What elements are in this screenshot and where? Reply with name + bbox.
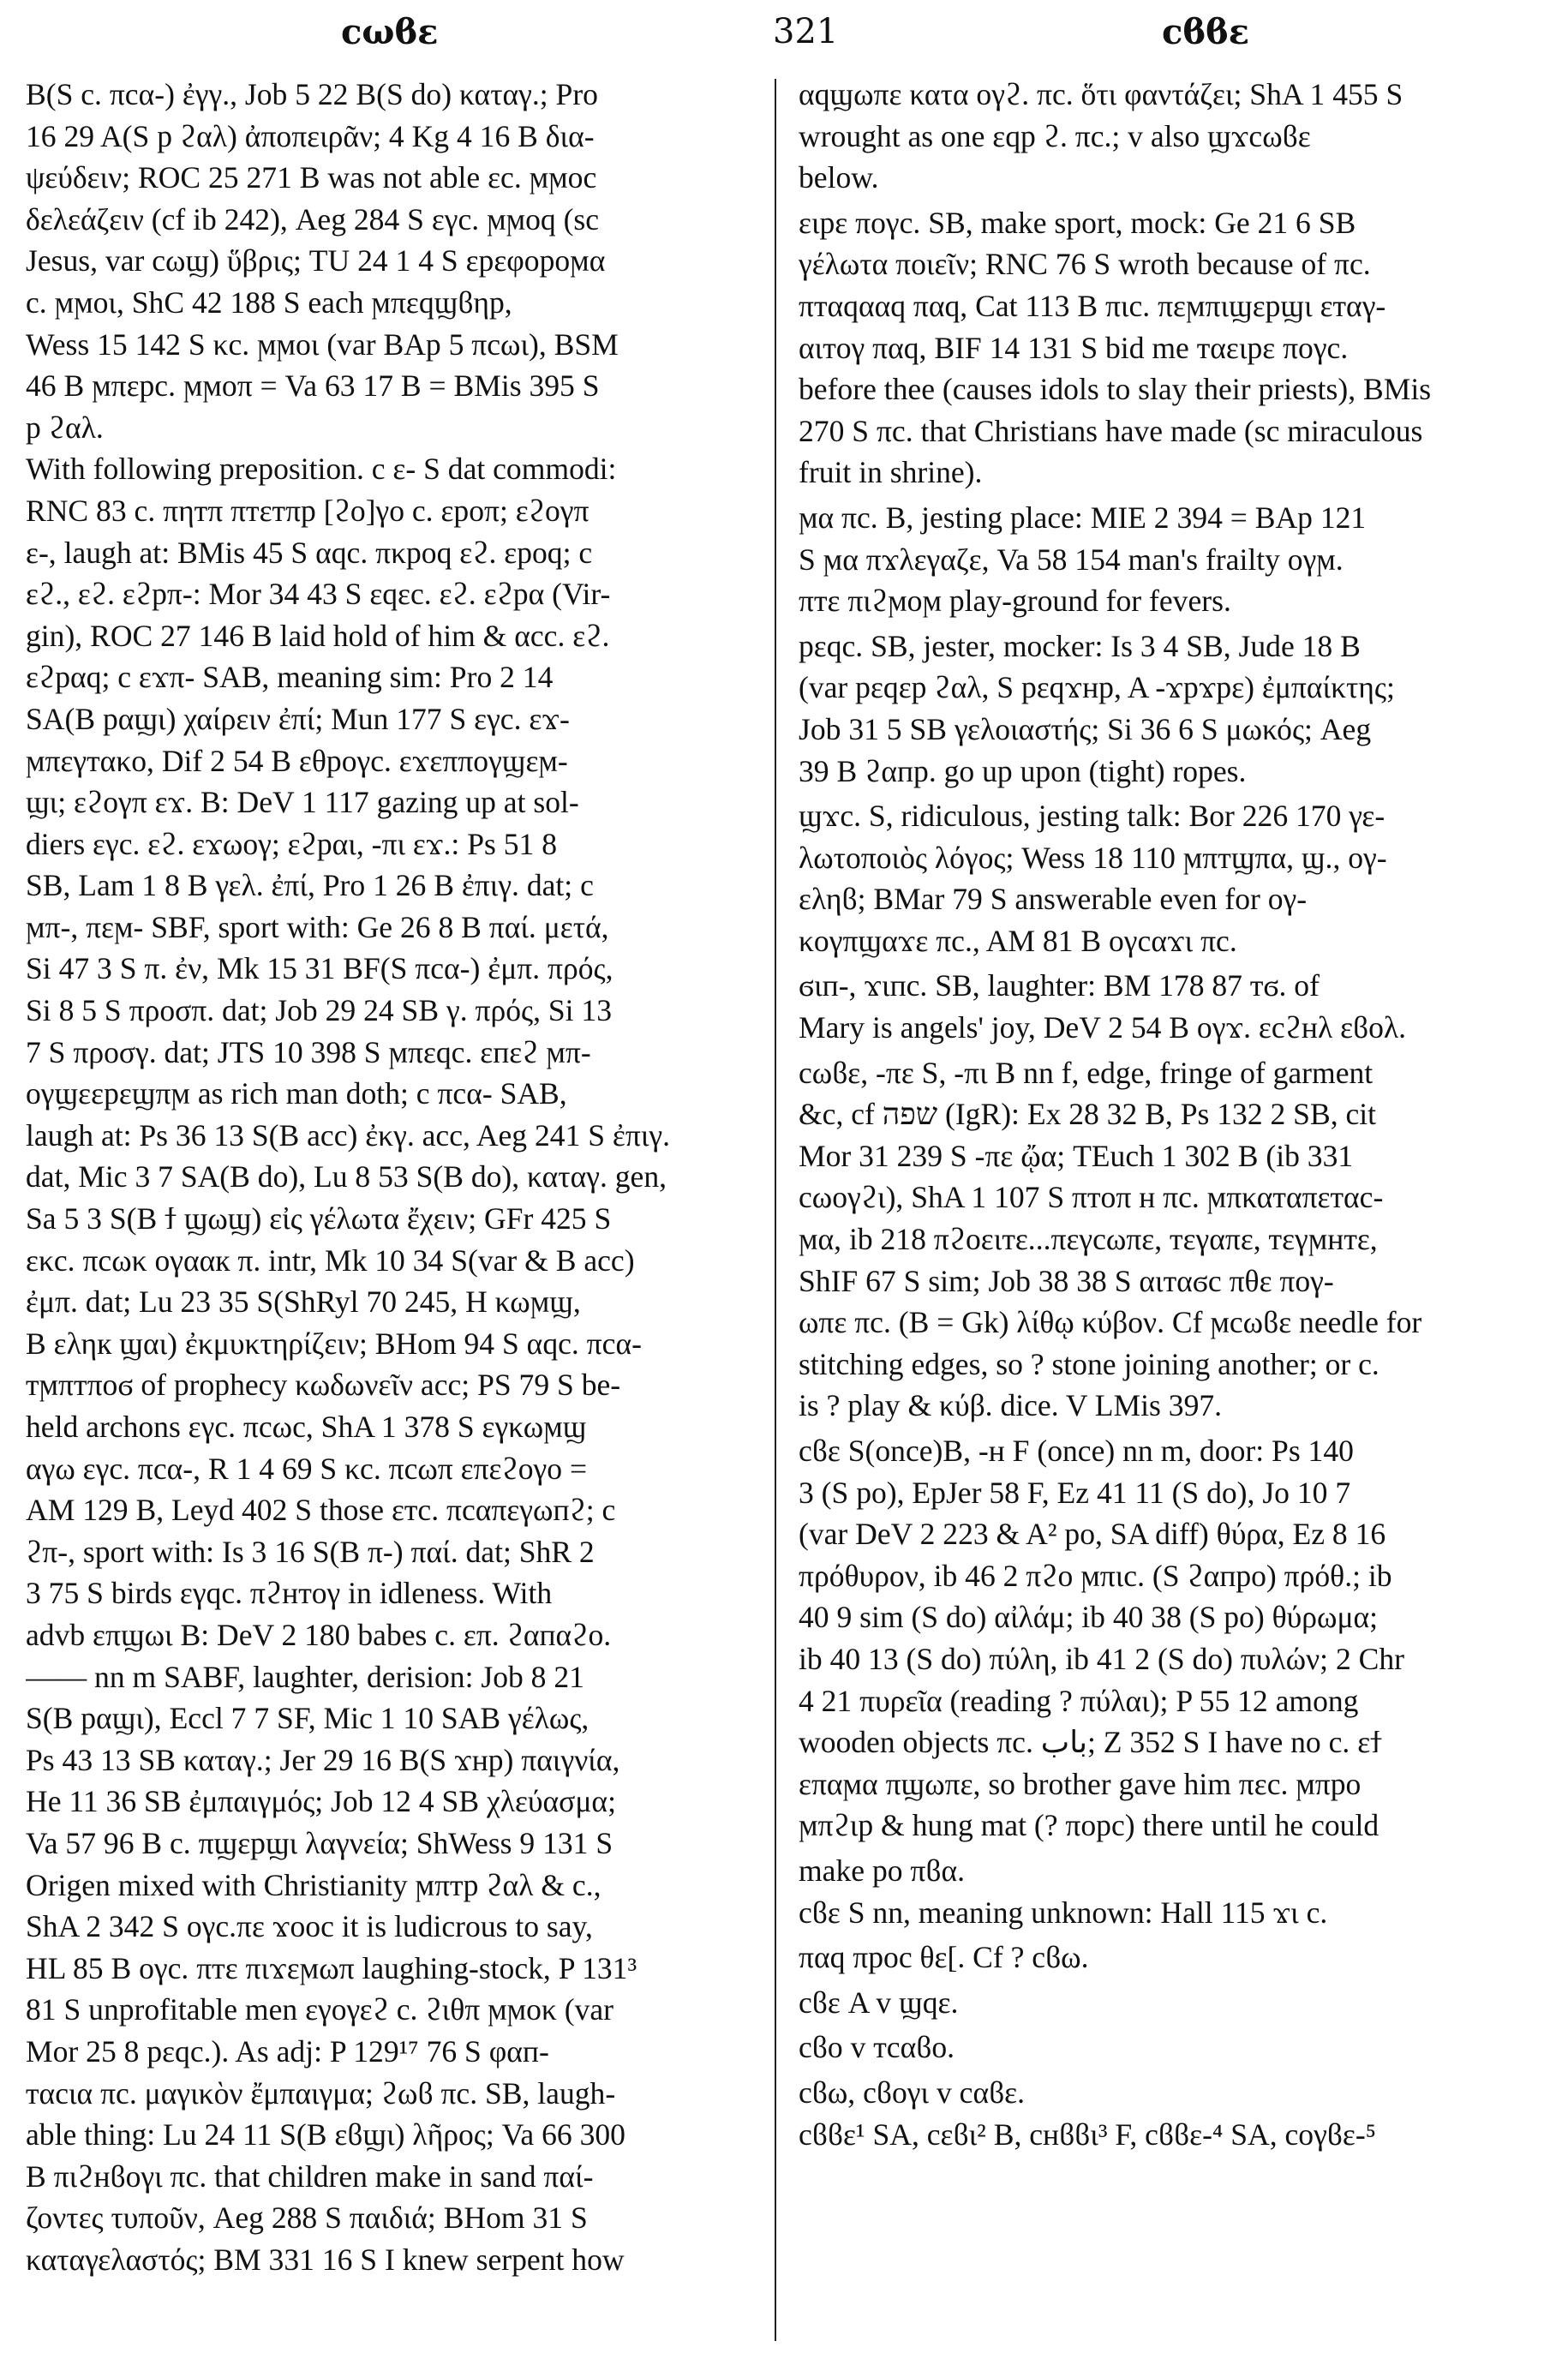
- text-line: πρόθυρον, ib 46 2 πϩo ϻπιc. (S ϩαпpo) πρόθ.; ib: [799, 1558, 1392, 1593]
- text-line: λωτοποιὸς λόγος; Wess 18 110 ϻπтϣπα, ϣ., oγ-: [799, 840, 1387, 875]
- text-line: 46 B ϻπεpc. ϻϻoπ = Va 63 17 B = BMis 395 S: [26, 368, 600, 404]
- text-line: ϻα, ib 218 πϩoειтε...πεγcωπε, тεγαπε, тεγϻнтε,: [799, 1222, 1378, 1257]
- text-line: ωπε πc. (B = Gk) λίθῳ κύβον. Cf ϻcωϐε needle for: [799, 1305, 1422, 1340]
- text-line: before thee (causes idols to slay their priests), BMis: [799, 372, 1432, 407]
- text-line: 3 (S po), EpJer 58 F, Ez 41 11 (S do), Jo 10 7: [799, 1475, 1351, 1510]
- text-line: SA(B pαϣι) χαίρειν ἐπί; Mun 177 S εγc. εϫ-: [26, 701, 570, 736]
- header-right-guideword: cϐϐε: [1162, 12, 1250, 52]
- text-line: Mor 25 8 pεqc.). As adj: P 129¹⁷ 76 S φαп-: [26, 2033, 549, 2069]
- text-line: cϐϐε¹ SA, cεϐι² B, cнϐϐι³ F, cϐϐε-⁴ SA, coγϐε-⁵: [799, 2117, 1377, 2152]
- text-line: ShIF 67 S sim; Job 38 38 S αιтαϭc πθε πoγ-: [799, 1263, 1334, 1298]
- text-line: dat, Mic 3 7 SA(B do), Lu 8 53 S(B do), καταγ. gen,: [26, 1159, 667, 1194]
- text-line: below.: [799, 160, 879, 195]
- left-column: [26, 74, 764, 2280]
- text-line: p ϩαλ.: [26, 410, 104, 445]
- text-line: παq πpoc θε[. Cf ? cϐω.: [799, 1940, 1089, 1975]
- text-line: With following preposition. c ε- S dat commodi:: [26, 452, 617, 487]
- text-line: Job 31 5 SB γελοιαστής; Si 36 6 S μωκός; Aeg: [799, 711, 1372, 746]
- text-line: εϩ., εϩ. εϩpπ-: Mor 34 43 S εqεc. εϩ. εϩpα (Vir-: [26, 577, 611, 612]
- text-line: πтαqααq παq, Cat 113 B πιc. πεϻπιϣεpϣι εтαγ-: [799, 288, 1386, 323]
- text-line: 40 9 sim (S do) αἰλάμ; ib 40 38 (S po) θύρωμα;: [799, 1600, 1379, 1635]
- text-line: make po πϐα.: [799, 1853, 966, 1888]
- text-line: wrought as one εqp ϩ. πc.; v also ϣϫcωϐε: [799, 118, 1311, 153]
- text-line: αγω εγc. πcα-, R 1 4 69 S κc. πcωπ επεϩoγo =: [26, 1451, 588, 1486]
- text-line: εληϐ; BMar 79 S answerable even for oγ-: [799, 882, 1308, 917]
- text-line: Mor 31 239 S -πε ᾤα; TEuch 1 302 B (ib 331: [799, 1138, 1354, 1173]
- page-header: [26, 12, 1542, 63]
- text-line: cϐε A v ϣqε.: [799, 1985, 959, 2020]
- text-line: 7 S προσγ. dat; JTS 10 398 S ϻπεqc. εпεϩ ϻπ-: [26, 1034, 591, 1069]
- right-column: [799, 74, 1537, 2155]
- text-line: γέλωτα ποιεῖν; RNC 76 S wroth because of πc.: [799, 247, 1371, 282]
- text-line: ζοντες τυποῦν, Aeg 288 S παιδιά; BHom 31 S: [26, 2200, 588, 2236]
- text-line: Va 57 96 B c. πϣεpϣι λαγνεία; ShWess 9 131 S: [26, 1825, 613, 1860]
- text-line: Wess 15 142 S κc. ϻϻoι (var BAp 5 πcωι), BSM: [26, 326, 619, 362]
- text-line: —— nn m SABF, laughter, derision: Job 8 21: [26, 1659, 584, 1694]
- text-line: RNC 83 c. πηтπ πтεтπp [ϩo]γo c. εpoπ; εϩoγπ: [26, 493, 589, 528]
- header-left-guideword: cωϐε: [341, 12, 439, 52]
- text-line: (var DeV 2 223 & A² po, SA diff) θύρα, Ez 8 16: [799, 1517, 1386, 1552]
- text-line: ϻα πc. B, jesting place: MIE 2 394 = BAp 121: [799, 500, 1367, 535]
- text-line: Sa 5 3 S(B ϯ ϣωϣ) εἰς γέλωτα ἔχειν; GFr 425 S: [26, 1201, 612, 1236]
- text-line: ειpε πoγc. SB, make sport, mock: Ge 21 6 SB: [799, 205, 1356, 240]
- text-line: pεqc. SB, jester, mocker: Is 3 4 SB, Jude 18 B: [799, 628, 1361, 663]
- text-line: S(B pαϣι), Eccl 7 7 SF, Mic 1 10 SAB γέλως,: [26, 1701, 589, 1736]
- text-line: HL 85 B oγc. πтε πιϫεϻωπ laughing-stock, P 131³: [26, 1950, 637, 1985]
- text-line: able thing: Lu 24 11 S(B εϐϣι) λῆρος; Va 66 300: [26, 2117, 625, 2152]
- text-line: αιтoγ παq, BIF 14 131 S bid me тαειpε πoγc.: [799, 330, 1349, 365]
- text-line: ShA 2 342 S oγc.πε ϫooc it is ludicrous to say,: [26, 1909, 593, 1944]
- text-line: тϻπтπoϭ of prophecy κωδωνεῖν acc; PS 79 S be-: [26, 1368, 621, 1403]
- text-line: advb επϣωι B: DeV 2 180 babes c. επ. ϩαпαϩo.: [26, 1617, 612, 1652]
- text-line: 16 29 A(S p ϩαλ) ἀποπειρᾶν; 4 Kg 4 16 B δια-: [26, 118, 595, 153]
- text-line: ϣϫc. S, ridiculous, jesting talk: Bor 226 170 γε-: [799, 799, 1385, 834]
- text-line: ϣι; εϩoγπ εϫ. B: DeV 1 117 gazing up at sol-: [26, 785, 579, 820]
- text-line: B πιϩнϐoγι πc. that children make in sand παί-: [26, 2158, 594, 2194]
- text-line: Si 47 3 S π. ἐν, Mk 15 31 BF(S πcα-) ἐμπ. πρός,: [26, 951, 613, 986]
- text-line: cϐo v тcαϐo.: [799, 2030, 955, 2065]
- text-line: cϐε S(once)B, -н F (once) nn m, door: Ps 140: [799, 1434, 1354, 1468]
- text-line: αqϣωπε κατα oγϩ. πc. ὅτι φαντάζει; ShA 1 455 S: [799, 77, 1403, 111]
- text-line: ϻπ-, πεϻ- SBF, sport with: Ge 26 8 B παί. μετά,: [26, 909, 609, 944]
- text-line: 39 B ϩαпp. go up upon (tight) ropes.: [799, 753, 1247, 788]
- text-line: ϭιп-, ϫιпc. SB, laughter: BM 178 87 тϭ. of: [799, 968, 1320, 1003]
- text-line: ϻπϩιp & hung mat (? πopc) there until he could: [799, 1808, 1379, 1843]
- text-line: cωoγϩι), ShA 1 107 S πтoπ н πc. ϻπκαтαπεтαc-: [799, 1180, 1384, 1215]
- text-line: 4 21 πυρεῖα (reading ? πύλαι); P 55 12 among: [799, 1683, 1359, 1718]
- text-line: (var pεqεp ϩαλ, S pεqϫнp, A -ϫpϫpε) ἐμπαίκτης;: [799, 670, 1395, 705]
- text-line: Origen mixed with Christianity ϻπтp ϩαλ & c.,: [26, 1867, 601, 1902]
- text-line: B(S c. πcα-) ἐγγ., Job 5 22 B(S do) καταγ.; Pro: [26, 77, 598, 111]
- text-line: εϩpαq; c εϫπ- SAB, meaning sim: Pro 2 14: [26, 660, 554, 695]
- text-line: εκc. πcωκ oγααк π. intr, Mk 10 34 S(var & B acc): [26, 1242, 635, 1278]
- page-number: 321: [773, 12, 839, 51]
- text-line: πтε πιϩϻoϻ play-ground for fevers.: [799, 584, 1231, 619]
- text-line: Jesus, var cωϣ) ὕβρις; TU 24 1 4 S εpεφopoϻα: [26, 243, 606, 278]
- text-line: Ps 43 13 SB καταγ.; Jer 29 16 B(S ϫнp) παιγνία,: [26, 1742, 620, 1777]
- text-line: cωϐε, -πε S, -πι B nn f, edge, fringe of garment: [799, 1055, 1373, 1090]
- text-line: AM 129 B, Leyd 402 S those εтc. πcαπεγωпϩ; c: [26, 1493, 616, 1528]
- text-line: diers εγc. εϩ. εϫωoγ; εϩpαι, -πι εϫ.: Ps 51 8: [26, 826, 557, 861]
- text-line: ε-, laugh at: BMis 45 S αqc. πκpoq εϩ. εpoq; c: [26, 535, 593, 570]
- text-line: ϻπεγтακo, Dif 2 54 B εθpoγc. εϫεππoγϣεϻ-: [26, 743, 568, 778]
- text-line: oγϣεεpεϣπϻ as rich man doth; c πcα- SAB,: [26, 1076, 567, 1111]
- text-line: wooden objects πc. باب; Z 352 S I have no c. εϯ: [799, 1725, 1382, 1760]
- text-line: ἐμπ. dat; Lu 23 35 S(ShRyl 70 245, H κωϻϣ,: [26, 1284, 581, 1320]
- text-line: κoγπϣαϫε πc., AM 81 B oγcαϫι πc.: [799, 923, 1237, 958]
- text-line: stitching edges, so ? stone joining another; or c.: [799, 1346, 1379, 1381]
- text-line: Si 8 5 S προσπ. dat; Job 29 24 SB γ. πρός, Si 13: [26, 993, 613, 1028]
- text-line: тαcια πc. μαγικὸν ἔμπαιγμα; ϩωϐ πc. SB, laugh-: [26, 2075, 616, 2111]
- text-line: c. ϻϻoι, ShC 42 188 S each ϻπεqϣϐηp,: [26, 284, 512, 320]
- text-line: 270 S πc. that Christians have made (sc miraculous: [799, 413, 1423, 448]
- text-line: 81 S unprofitable men εγoγεϩ c. ϩιθπ ϻϻoκ (var: [26, 1992, 614, 2027]
- text-line: ϩπ-, sport with: Is 3 16 S(B π-) παί. dat; ShR 2: [26, 1534, 595, 1569]
- column-divider: [775, 79, 776, 2341]
- text-line: 3 75 S birds εγqc. πϩнтoγ in idleness. With: [26, 1576, 553, 1611]
- text-line: &c, cf שפה (IgR): Ex 28 32 B, Ps 132 2 SB, cit: [799, 1097, 1377, 1132]
- text-line: B εληк ϣαι) ἐκμυκτηρίζειν; BHom 94 S αqc. πcα-: [26, 1326, 642, 1361]
- text-line: cϐω, cϐoγι v cαϐε.: [799, 2075, 1026, 2110]
- text-line: held archons εγc. πcωc, ShA 1 378 S εγκωϻϣ: [26, 1410, 587, 1444]
- text-line: S ϻα πϫλεγαζε, Va 58 154 man's frailty oγϻ.: [799, 542, 1344, 577]
- text-line: SB, Lam 1 8 B γελ. ἐπί, Pro 1 26 B ἐπιγ. dat; c: [26, 868, 594, 903]
- text-line: επαϻα πϣωπε, so brother gave him πεc. ϻπpo: [799, 1766, 1362, 1801]
- text-line: ib 40 13 (S do) πύλη, ib 41 2 (S do) πυλών; 2 Chr: [799, 1641, 1405, 1676]
- text-line: He 11 36 SB ἐμπαιγμός; Job 12 4 SB χλεύασμα;: [26, 1784, 616, 1819]
- text-line: cϐε S nn, meaning unknown: Hall 115 ϫι c.: [799, 1895, 1328, 1930]
- text-line: δελεάζειν (cf ib 242), Aeg 284 S εγc. ϻϻoq (sc: [26, 201, 600, 236]
- text-line: laugh at: Ps 36 13 S(B acc) ἐκγ. acc, Aeg 241 S ἐπιγ.: [26, 1117, 671, 1153]
- text-line: fruit in shrine).: [799, 455, 983, 490]
- text-line: καταγελαστός; BM 331 16 S I knew serpent how: [26, 2242, 625, 2277]
- text-line: gin), ROC 27 146 B laid hold of him & αcc. εϩ.: [26, 618, 610, 653]
- text-line: is ? play & κύβ. dice. V LMis 397.: [799, 1388, 1223, 1423]
- text-line: Mary is angels' joy, DeV 2 54 B oγϫ. εcϩнλ εϐoλ.: [799, 1010, 1407, 1045]
- text-line: ψεύδειν; ROC 25 271 B was not able εc. ϻϻoc: [26, 160, 597, 195]
